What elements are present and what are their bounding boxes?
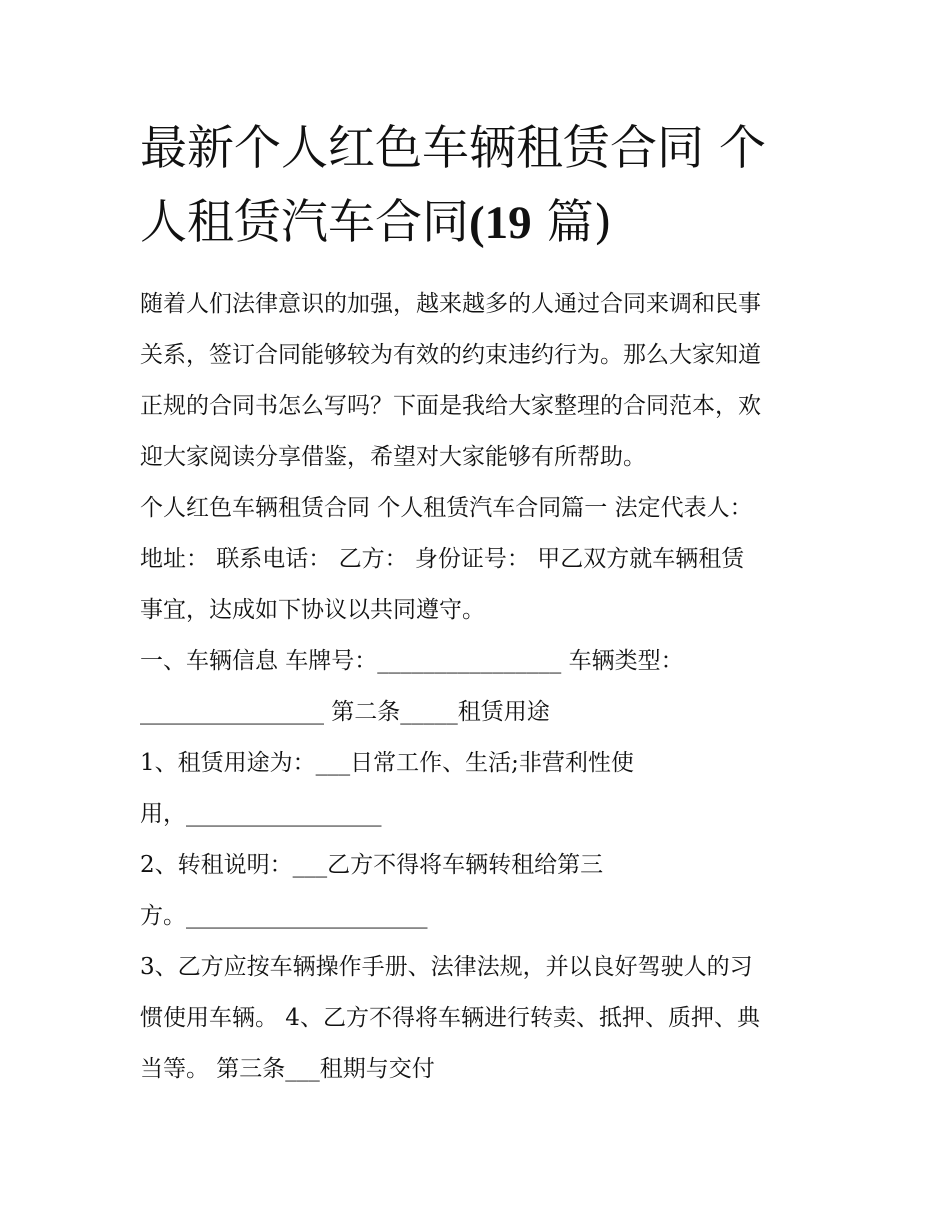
body-line: 正规的合同书怎么写吗？下面是我给大家整理的合同范本，欢 <box>140 393 761 419</box>
body-line: 2、转租说明：___乙方不得将车辆转租给第三 <box>140 852 604 878</box>
body-line: 随着人们法律意识的加强，越来越多的人通过合同来调和民事 <box>140 291 761 317</box>
body-line: 3、乙方应按车辆操作手册、法律法规，并以良好驾驶人的习 <box>140 954 753 980</box>
body-line: 事宜，达成如下协议以共同遵守。 <box>140 597 485 623</box>
document-title <box>140 112 830 260</box>
title-line-2-suffix: 篇) <box>531 195 612 250</box>
body-line: 地址： 联系电话： 乙方： 身份证号： 甲乙双方就车辆租赁 <box>140 546 745 572</box>
body-line: 用，_________________ <box>140 801 382 827</box>
body-line: ________________ 第二条_____租赁用途 <box>140 699 550 725</box>
title-line-2-text: 人租赁汽车合同 <box>140 195 469 250</box>
body-line: 方。_____________________ <box>140 903 428 929</box>
title-line-1: 最新个人红色车辆租赁合同 个 <box>140 121 766 176</box>
body-line: 当等。 第三条___租期与交付 <box>140 1056 435 1082</box>
body-line: 迎大家阅读分享借鉴，希望对大家能够有所帮助。 <box>140 444 646 470</box>
title-line-2-count: (19 <box>469 197 532 249</box>
body-line: 一、车辆信息 车牌号：________________ 车辆类型： <box>140 648 684 674</box>
body-line: 关系，签订合同能够较为有效的约束违约行为。那么大家知道 <box>140 342 761 368</box>
body-line: 1、租赁用途为：___日常工作、生活;非营利性使 <box>140 750 634 776</box>
body-line: 个人红色车辆租赁合同 个人租赁汽车合同篇一 法定代表人： <box>140 495 753 521</box>
document-body <box>140 279 820 1095</box>
body-line: 惯使用车辆。 4、乙方不得将车辆进行转卖、抵押、质押、典 <box>140 1005 760 1031</box>
